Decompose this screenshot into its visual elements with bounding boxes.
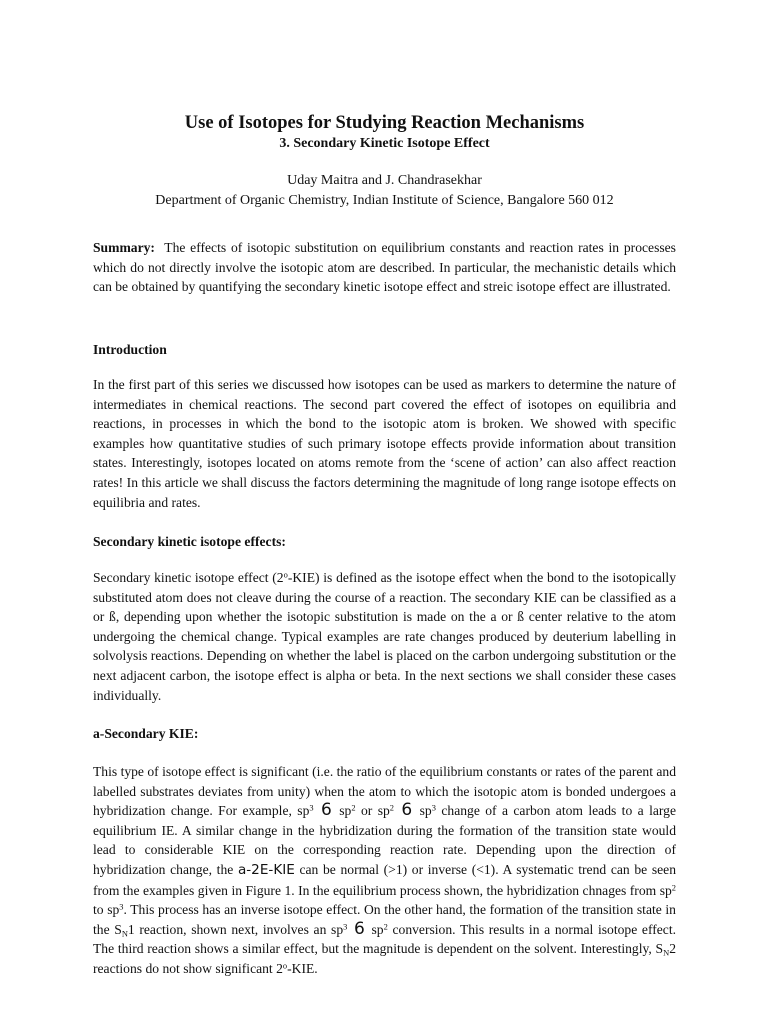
introduction-heading: Introduction <box>93 342 167 357</box>
paper-subtitle: 3. Secondary Kinetic Isotope Effect <box>279 136 490 151</box>
alpha-text-7: 1 reaction, shown next, involves an <box>127 921 332 937</box>
sup-2: 2 <box>389 802 394 813</box>
sp-text: sp <box>331 921 344 937</box>
alpha-text-4: can be normal (>1) or inverse (<1). A systematic trend can be seen from the examples given in Figure 1. In the equilibrium process shown, the hybridization chnages from <box>93 861 676 898</box>
sp-text: sp <box>339 803 352 819</box>
sup-3: 3 <box>119 901 124 912</box>
summary-label: Summary: <box>93 240 155 255</box>
degree-superscript: o <box>283 569 288 580</box>
conversion-arrow-icon: 6 <box>321 800 332 821</box>
alpha-text-1: This type of isotope effect is significant (i.e. the ratio of the equilibrium constants or rates of the parent and labelled substrates deviates from unity) when the atom to which the isotopic atom is bonded undergoes a hybridization change. For example, <box>93 764 676 819</box>
affiliation: Department of Organic Chemistry, Indian Institute of Science, Bangalore 560 012 <box>155 193 614 208</box>
sp-text: sp <box>377 803 390 819</box>
paper-title: Use of Isotopes for Studying Reaction Mechanisms <box>184 113 585 133</box>
sup-2: 2 <box>351 802 356 813</box>
conversion-arrow-icon: 6 <box>401 800 413 821</box>
alpha-kie-symbol: a-2E-KIE <box>237 861 295 878</box>
summary-text: The effects of isotopic substitution on equilibrium constants and reaction rates in processes which do not directly involve the isotopic atom are described. In particular, the mechanistic details which can be obtained by quantifying the secondary kinetic isotope effect and streic isotope effect are illustrated. <box>93 240 676 295</box>
alpha-text-5: to <box>93 902 108 918</box>
secondary-kie-paragraph <box>93 568 676 705</box>
sup-o: o <box>282 960 288 971</box>
alpha-text-2: or <box>355 803 378 819</box>
authors: Uday Maitra and J. Chandrasekhar <box>287 173 482 188</box>
document-page <box>93 0 676 1024</box>
sup-3: 3 <box>431 802 436 813</box>
secondary-kie-heading: Secondary kinetic isotope effects: <box>93 534 286 549</box>
alpha-text-9: 2 reactions do not show significant 2 <box>93 941 676 976</box>
sup-3: 3 <box>309 802 314 813</box>
secondary-text-1: Secondary kinetic isotope effect (2 <box>93 570 284 585</box>
sp-text: sp <box>659 882 672 898</box>
alpha-secondary-kie-heading: a-Secondary KIE: <box>93 726 199 741</box>
sp-text: sp <box>297 803 310 819</box>
alpha-text-8: conversion. This results in a normal isotope effect. The third reaction shows a similar effect, but the magnitude is dependent on the solvent. Interestingly, S <box>93 921 677 957</box>
alpha-kie-paragraph <box>93 762 676 979</box>
sup-3: 3 <box>343 921 348 932</box>
secondary-text-2: -KIE) is defined as the isotope effect when the bond to the isotopically substituted atom does not cleave during the course of a reaction. The secondary KIE can be classified as a or ß, depending upon whether the isotopic substitution is made on the a or ß center relative to the atom undergoing the chemical change. Typical examples are rate changes produced by deuterium labelling in solvolysis reactions. Depending on whether the label is placed on the carbon undergoing substitution or the next adjacent carbon, the isotope effect is alpha or beta. In the next sections we shall consider these cases individually. <box>93 570 676 703</box>
introduction-paragraph: In the first part of this series we discussed how isotopes can be used as markers to determine the nature of intermediates in chemical reactions. The second part covered the effect of isotopes on equilibria and reactions, in processes in which the bond to the isotopic atom is broken. We showed with specific examples how quantitative studies of such primary isotope effects provide information about transition states. Interestingly, isotopes located on atoms remote from the ‘scene of action’ can also affect reaction rates! In this article we shall discuss the factors determining the magnitude of long range isotope effects on equilibria and rates. <box>93 377 676 510</box>
sp-text: sp <box>107 902 120 918</box>
sp-text: sp <box>419 803 432 819</box>
sub-n: N <box>663 947 670 958</box>
sub-n: N <box>121 928 128 939</box>
alpha-text-6: . This process has an inverse isotope effect. On the other hand, the formation of the transition state in the S <box>93 902 676 937</box>
conversion-arrow-icon: 6 <box>354 918 365 939</box>
sp-text: sp <box>371 921 384 937</box>
summary-paragraph <box>93 238 676 297</box>
sup-2: 2 <box>671 881 676 892</box>
alpha-text-3: change of a carbon atom leads to a large equilibrium IE. A similar change in the hybridization during the formation of the transition state would lead to considerable KIE on the corresponding reaction rate. Depending upon the direction of hybridization change, the <box>93 803 677 877</box>
alpha-text-10: -KIE. <box>287 960 318 976</box>
sup-2: 2 <box>383 921 388 932</box>
